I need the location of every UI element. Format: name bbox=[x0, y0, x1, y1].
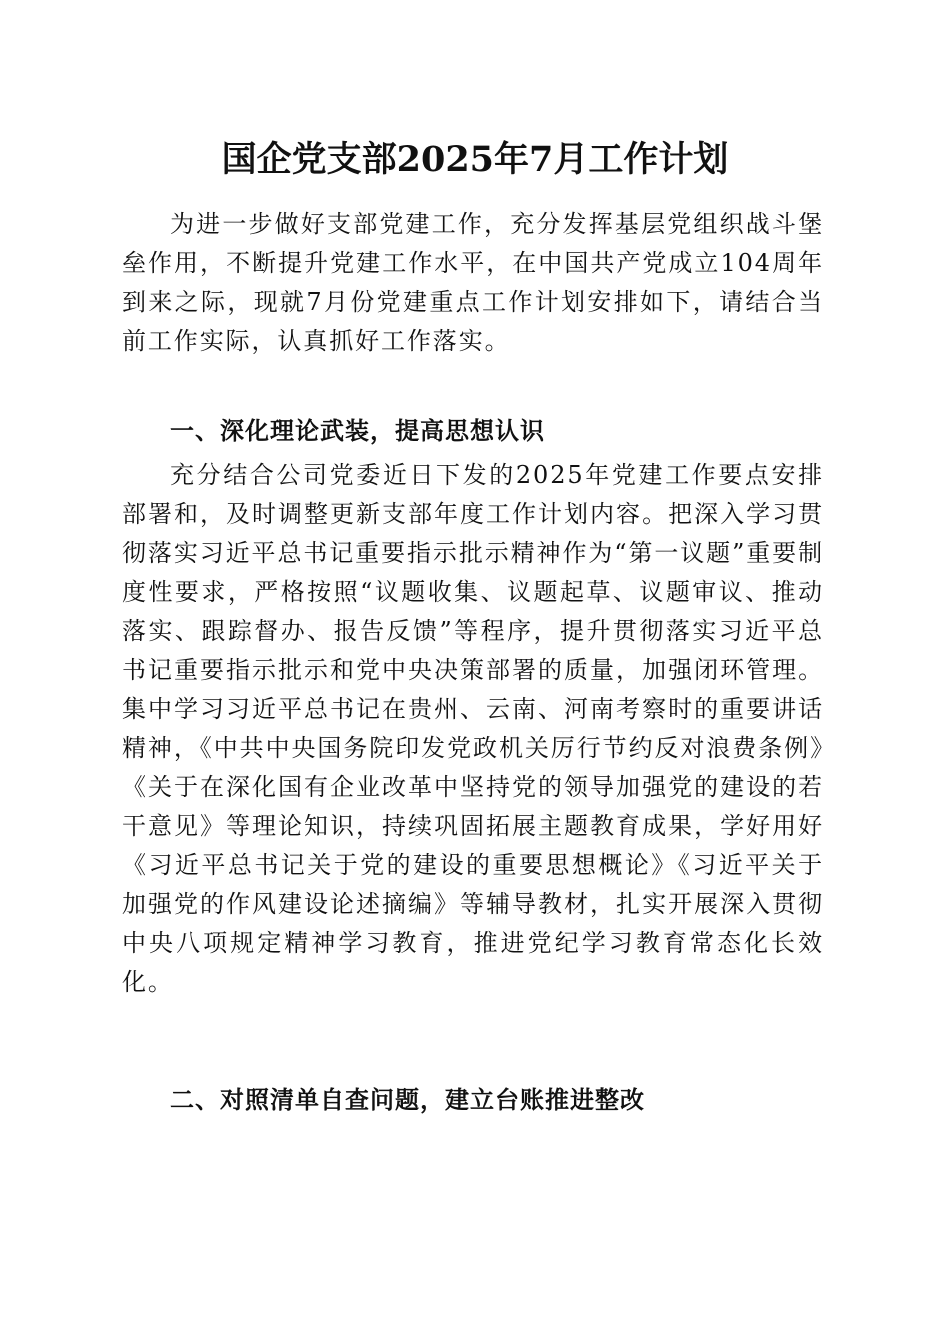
intro-paragraph: 为进一步做好支部党建工作，充分发挥基层党组织战斗堡垒作用，不断提升党建工作水平，在中国共产党成立104周年到来之际，现就7月份党建重点工作计划安排如下，请结合当前工作实际，认真抓好工作落实。 bbox=[122, 210, 824, 355]
section-1-body: 充分结合公司党委近日下发的2025年党建工作要点安排部署和，及时调整更新支部年度工作计划内容。把深入学习贯彻落实习近平总书记重要指示批示精神作为“第一议题”重要制度性要求，严格按照“议题收集、议题起草、议题审议、推动落实、跟踪督办、报告反馈”等程序，提升贯彻落实习近平总书记重要指示批示和党中央决策部署的质量，加强闭环管理。集中学习习近平总书记在贵州、云南、河南考察时的重要讲话精神，《中共中央国务院印发党政机关厉行节约反对浪费条例》《关于在深化国有企业改革中坚持党的领导加强党的建设的若干意见》等理论知识，持续巩固拓展主题教育成果，学好用好《习近平总书记关于党的建设的重要思想概论》《习近平关于加强党的作风建设论述摘编》等辅导教材，扎实开展深入贯彻中央八项规定精神学习教育，推进党纪学习教育常态化长效化。 bbox=[122, 461, 824, 996]
document-title: 国企党支部2025年7月工作计划 bbox=[221, 139, 729, 180]
section-2-heading: 二、对照清单自查问题，建立台账推进整改 bbox=[170, 1086, 645, 1114]
section-1-heading: 一、深化理论武装，提高思想认识 bbox=[170, 417, 545, 445]
